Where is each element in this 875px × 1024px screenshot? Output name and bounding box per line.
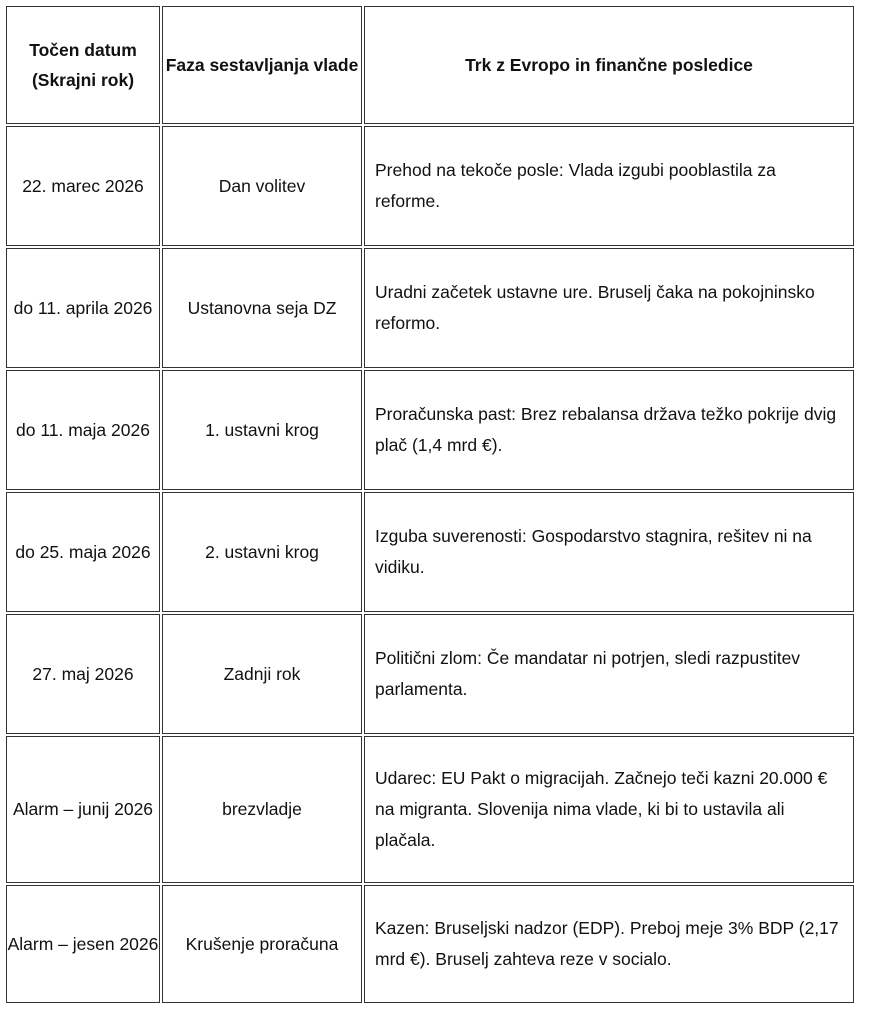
- date-cell: Alarm – jesen 2026: [6, 885, 160, 1003]
- table-row: [6, 492, 854, 612]
- date-cell: do 25. maja 2026: [6, 492, 160, 612]
- table-row: [6, 248, 854, 368]
- header-date: Točen datum (Skrajni rok): [6, 6, 160, 124]
- table-row: [6, 370, 854, 490]
- table-row: [6, 614, 854, 734]
- impact-cell: Proračunska past: Brez rebalansa država težko pokrije dvig plač (1,4 mrd €).: [364, 370, 854, 490]
- header-phase: Faza sestavljanja vlade: [162, 6, 362, 124]
- phase-cell: Krušenje proračuna: [162, 885, 362, 1003]
- impact-cell: Politični zlom: Če mandatar ni potrjen, sledi razpustitev parlamenta.: [364, 614, 854, 734]
- phase-cell: 2. ustavni krog: [162, 492, 362, 612]
- date-cell: do 11. maja 2026: [6, 370, 160, 490]
- date-cell: 22. marec 2026: [6, 126, 160, 246]
- phase-cell: Dan volitev: [162, 126, 362, 246]
- impact-cell: Udarec: EU Pakt o migracijah. Začnejo teči kazni 20.000 € na migranta. Slovenija nima vlade, ki bi to ustavila ali plačala.: [364, 736, 854, 883]
- table-header-row: [6, 6, 854, 124]
- phase-cell: Ustanovna seja DZ: [162, 248, 362, 368]
- table-row: [6, 736, 854, 883]
- phase-cell: brezvladje: [162, 736, 362, 883]
- impact-cell: Prehod na tekoče posle: Vlada izgubi pooblastila za reforme.: [364, 126, 854, 246]
- date-cell[interactable]: [6, 736, 160, 883]
- impact-cell: Izguba suverenosti: Gospodarstvo stagnira, rešitev ni na vidiku.: [364, 492, 854, 612]
- table-row: [6, 126, 854, 246]
- header-impact: Trk z Evropo in finančne posledice: [364, 6, 854, 124]
- table-row: [6, 885, 854, 1003]
- impact-cell: Kazen: Bruseljski nadzor (EDP). Preboj meje 3% BDP (2,17 mrd €). Bruselj zahteva reze v socialo.: [364, 885, 854, 1003]
- phase-cell: 1. ustavni krog: [162, 370, 362, 490]
- timeline-table: [4, 4, 856, 1005]
- impact-cell: Uradni začetek ustavne ure. Bruselj čaka na pokojninsko reformo.: [364, 248, 854, 368]
- date-cell: do 11. aprila 2026: [6, 248, 160, 368]
- date-text: Alarm – junij 2026: [12, 799, 154, 819]
- date-cell: 27. maj 2026: [6, 614, 160, 734]
- phase-cell: Zadnji rok: [162, 614, 362, 734]
